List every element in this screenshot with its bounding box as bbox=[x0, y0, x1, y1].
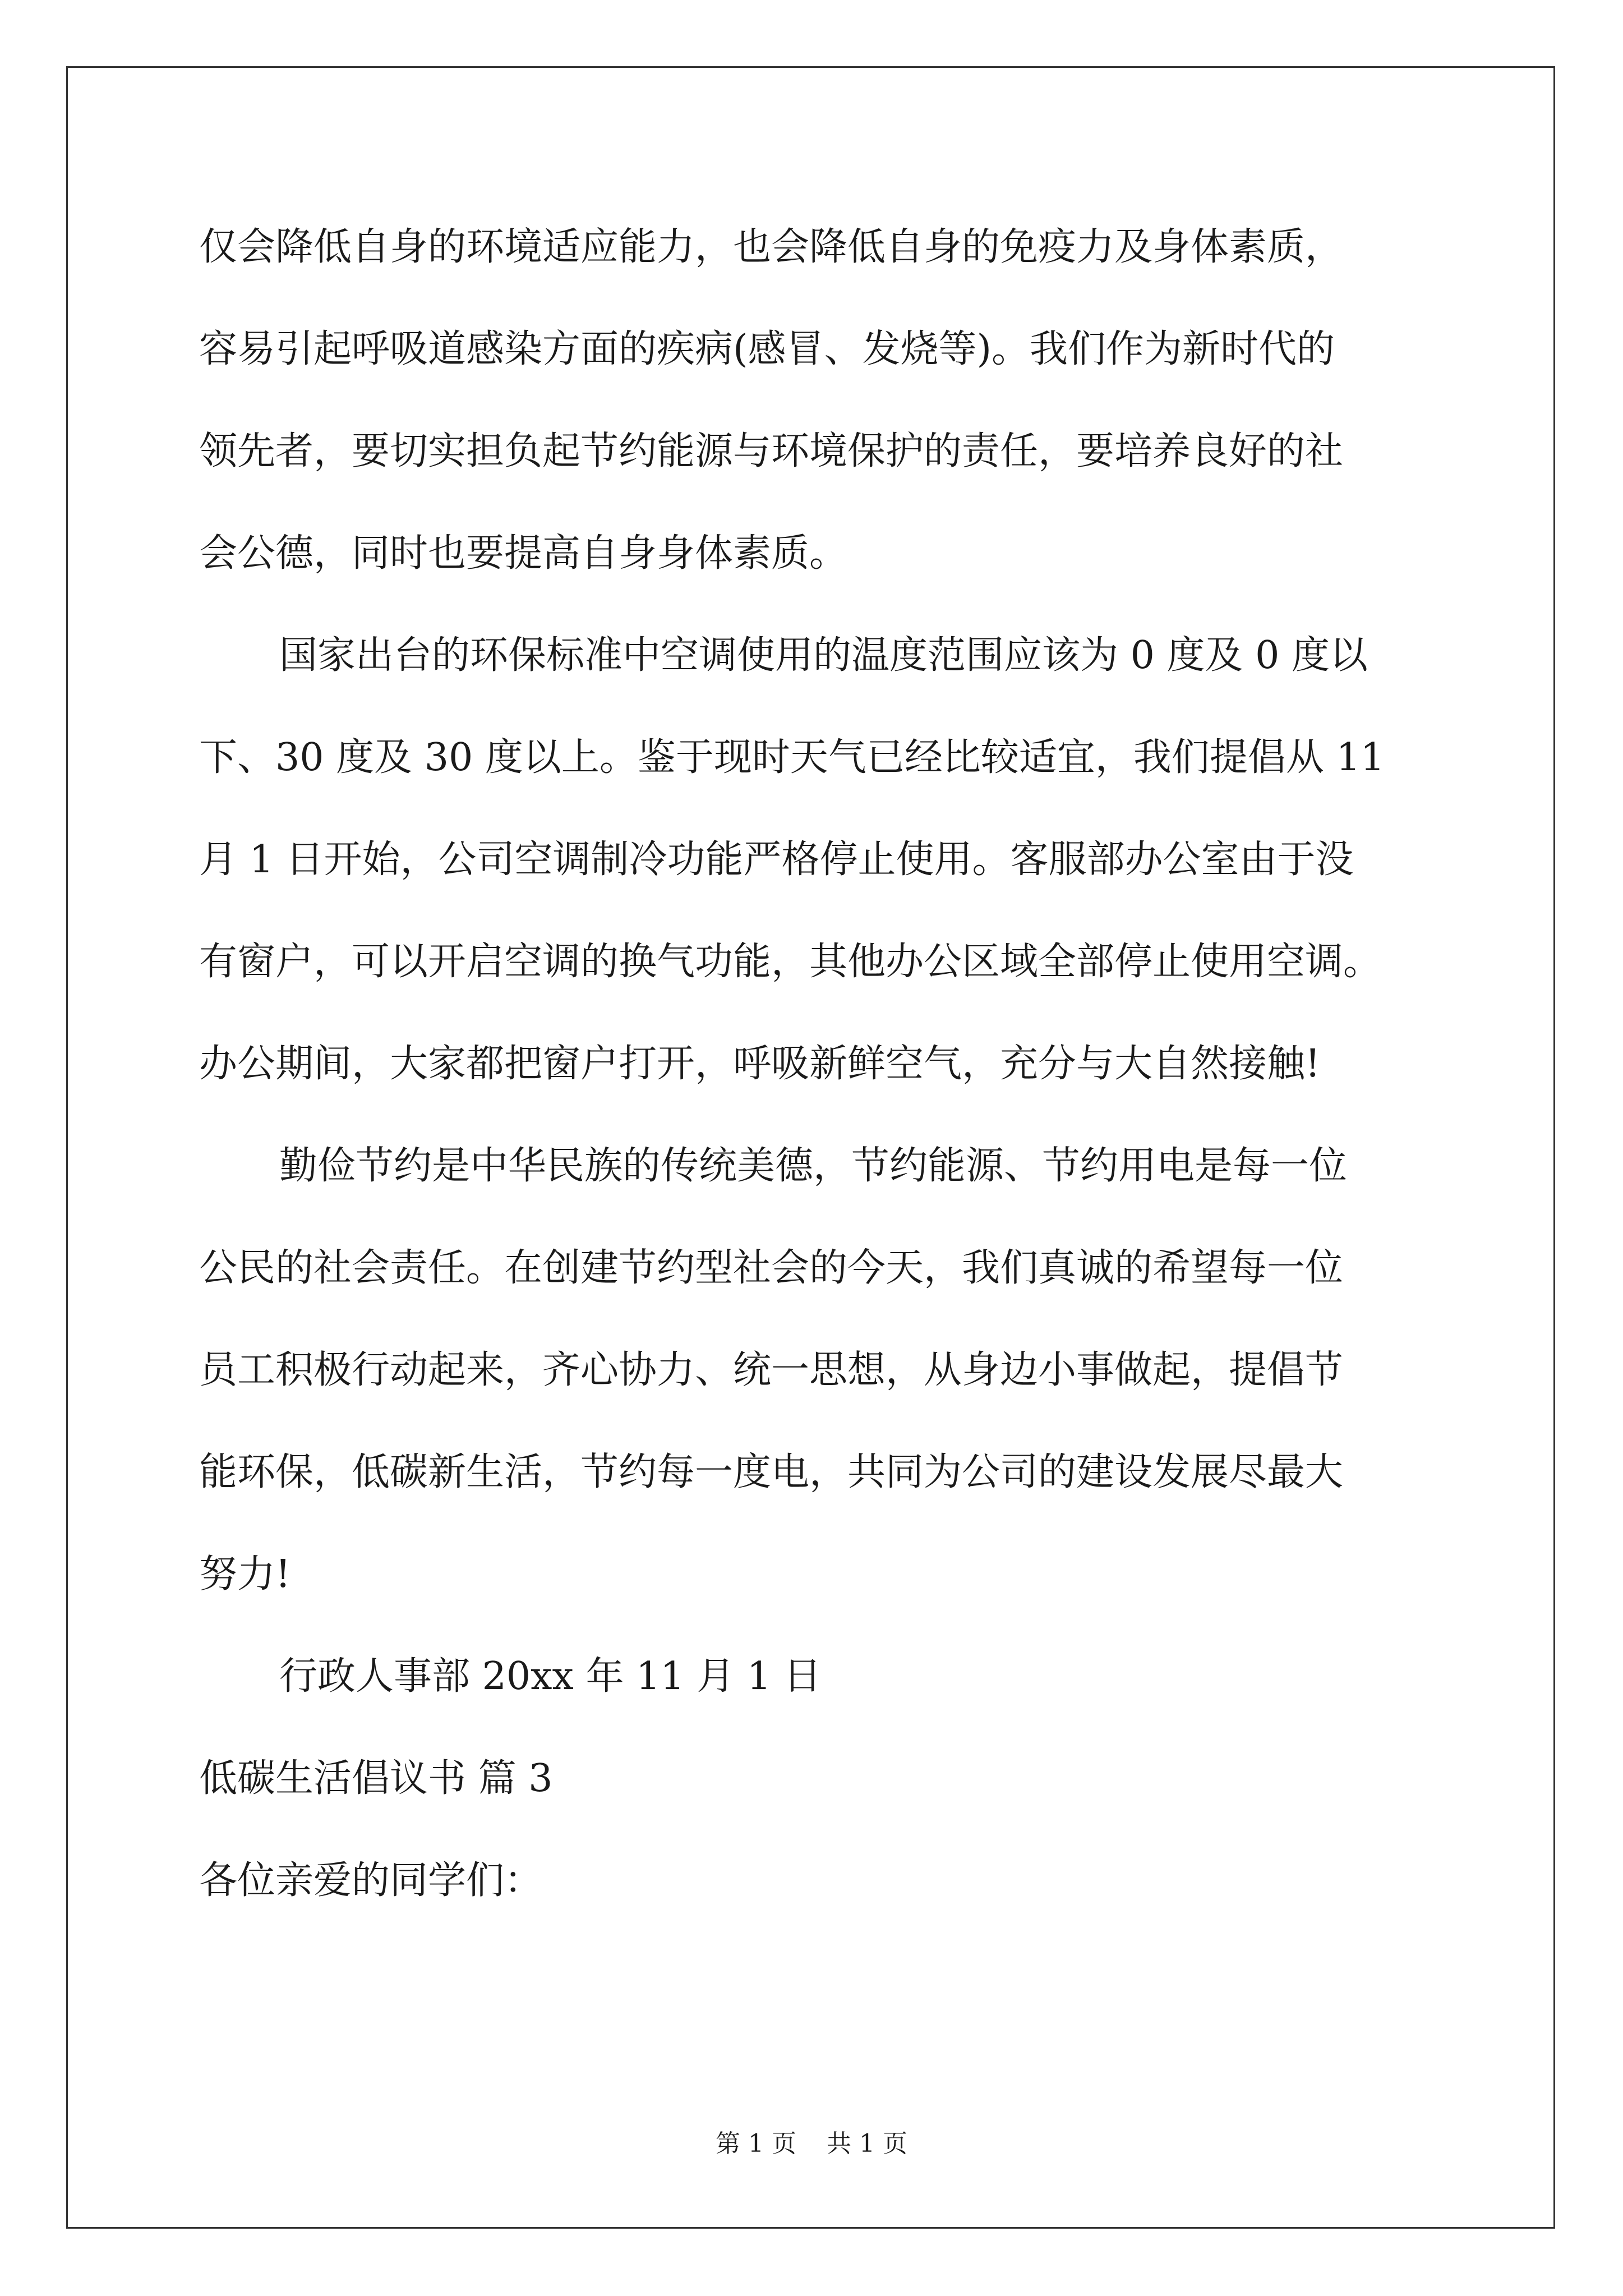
text-line: 月 1 日开始，公司空调制冷功能严格停止使用。客服部办公室由于没 bbox=[199, 838, 1354, 882]
page-total: 共 1 页 bbox=[827, 2129, 907, 2158]
document-body bbox=[199, 196, 1467, 1932]
text-line: 有窗户，可以开启空调的换气功能，其他办公区域全部停止使用空调。 bbox=[199, 940, 1382, 984]
section-title: 低碳生活倡议书 篇 3 bbox=[199, 1756, 553, 1801]
text-line: 能环保，低碳新生活，节约每一度电，共同为公司的建设发展尽最大 bbox=[199, 1450, 1344, 1494]
salutation: 各位亲爱的同学们： bbox=[199, 1858, 543, 1903]
text-line: 公民的社会责任。在创建节约型社会的今天，我们真诚的希望每一位 bbox=[199, 1246, 1344, 1290]
paragraph-1 bbox=[199, 196, 1467, 605]
text-line: 勤俭节约是中华民族的传统美德，节约能源、节约用电是每一位 bbox=[279, 1144, 1348, 1188]
text-line: 下、30 度及 30 度以上。鉴于现时天气已经比较适宜，我们提倡从 11 bbox=[199, 735, 1385, 780]
paragraph-3 bbox=[199, 1115, 1467, 1626]
page-footer bbox=[0, 2123, 1623, 2159]
text-line: 办公期间，大家都把窗户打开，呼吸新鲜空气，充分与大自然接触! bbox=[199, 1042, 1321, 1086]
paragraph-2 bbox=[199, 605, 1467, 1115]
text-line: 容易引起呼吸道感染方面的疾病(感冒、发烧等)。我们作为新时代的 bbox=[199, 327, 1335, 371]
text-line: 仅会降低自身的环境适应能力，也会降低自身的免疫力及身体素质， bbox=[199, 225, 1344, 269]
text-line: 领先者，要切实担负起节约能源与环境保护的责任，要培养良好的社 bbox=[199, 429, 1344, 473]
text-line: 国家出台的环保标准中空调使用的温度范围应该为 0 度及 0 度以 bbox=[279, 633, 1368, 678]
page-number: 第 1 页 bbox=[716, 2129, 796, 2158]
text-line: 努力! bbox=[199, 1552, 291, 1596]
text-line: 会公德，同时也要提高自身身体素质。 bbox=[199, 531, 848, 576]
text-line: 员工积极行动起来，齐心协力、统一思想，从身边小事做起，提倡节 bbox=[199, 1348, 1344, 1392]
signature: 行政人事部 20xx 年 11 月 1 日 bbox=[279, 1654, 822, 1699]
